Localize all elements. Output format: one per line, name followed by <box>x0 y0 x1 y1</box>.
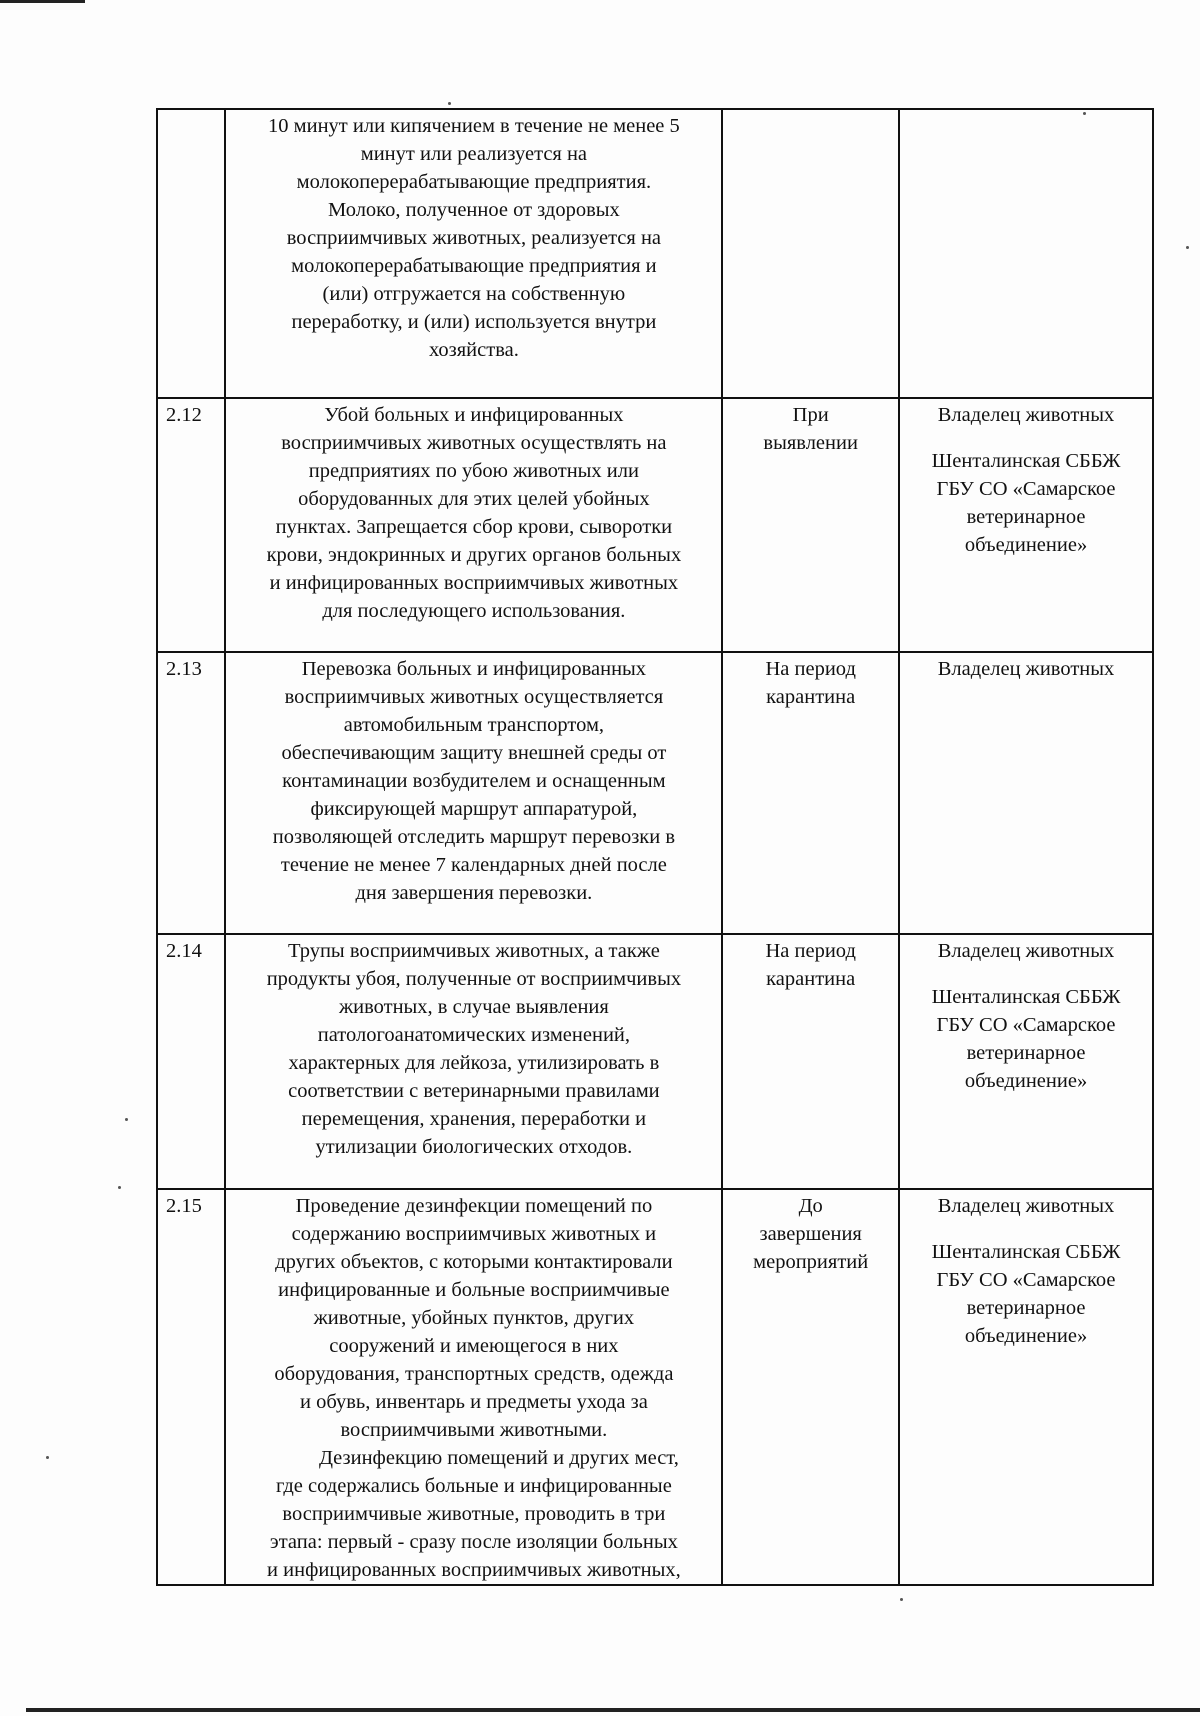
responsible-line: ветеринарное <box>966 506 1086 528</box>
action-line: сооружений и имеющегося в них <box>329 1335 619 1357</box>
action-line: соответствии с ветеринарными правилами <box>288 1080 660 1102</box>
action-line: хозяйства. <box>428 339 519 361</box>
row-number: 2.15 <box>157 1189 225 1585</box>
scan-speck <box>1083 112 1086 115</box>
action-line: 10 минут или кипячением в течение не менее 5 <box>268 115 680 137</box>
action-line: пунктах. Запрещается сбор крови, сыворотки <box>275 516 673 538</box>
action-line: фиксирующей маршрут аппаратурой, <box>310 798 638 820</box>
period-line: мероприятий <box>753 1251 869 1273</box>
action-line: оборудования, транспортных средств, одежда <box>274 1363 674 1385</box>
action-line: восприимчивыми животными. <box>340 1419 608 1441</box>
action-line: предприятиях по убою животных или <box>308 460 639 482</box>
action-line: перемещения, хранения, переработки и <box>301 1108 647 1130</box>
action-line: дня завершения перевозки. <box>355 882 593 904</box>
action-line: содержанию восприимчивых животных и <box>291 1223 657 1245</box>
action-line: Дезинфекцию помещений и других мест, <box>318 1447 679 1469</box>
table-row <box>157 652 1153 934</box>
responsible-line: ГБУ СО «Самарское <box>936 1269 1116 1291</box>
action-line: оборудованных для этих целей убойных <box>298 488 650 510</box>
period-cell <box>722 934 899 1189</box>
action-line: молокоперерабатывающие предприятия и <box>291 255 657 277</box>
responsible-line: Шенталинская СББЖ <box>931 450 1121 472</box>
period-cell <box>722 109 899 398</box>
table-row <box>157 398 1153 652</box>
action-line: и инфицированных восприимчивых животных <box>269 572 679 594</box>
period-cell <box>722 1189 899 1585</box>
responsible-line: ГБУ СО «Самарское <box>936 478 1116 500</box>
responsible-line: Владелец животных <box>937 1195 1115 1217</box>
responsible-line: Шенталинская СББЖ <box>931 986 1121 1008</box>
responsible-line: Шенталинская СББЖ <box>931 1241 1121 1263</box>
responsible-cell <box>899 934 1153 1189</box>
scan-speck <box>125 1118 128 1121</box>
period-line: До <box>798 1195 823 1217</box>
scan-speck <box>118 1186 121 1189</box>
action-line: этапа: первый - сразу после изоляции больных <box>269 1531 678 1553</box>
row-number: 2.13 <box>157 652 225 934</box>
action-line: автомобильным транспортом, <box>343 714 605 736</box>
responsible-line: объединение» <box>964 534 1088 556</box>
responsible-line: ветеринарное <box>966 1297 1086 1319</box>
table-row <box>157 1189 1153 1585</box>
responsible-line: Владелец животных <box>937 404 1115 426</box>
action-line: и обувь, инвентарь и предметы ухода за <box>299 1391 648 1413</box>
period-line: карантина <box>766 686 856 708</box>
action-line: где содержались больные и инфицированные <box>275 1475 672 1497</box>
action-line: продукты убоя, полученные от восприимчивых <box>266 968 682 990</box>
action-line: инфицированные и больные восприимчивые <box>278 1279 670 1301</box>
period-line: На период <box>765 658 856 680</box>
action-line: позволяющей отследить маршрут перевозки в <box>272 826 676 848</box>
action-line: Перевозка больных и инфицированных <box>301 658 647 680</box>
action-cell <box>225 109 722 398</box>
scan-edge-bottom <box>26 1708 1200 1712</box>
responsible-cell <box>899 1189 1153 1585</box>
action-cell <box>225 398 722 652</box>
responsible-cell <box>899 109 1153 398</box>
action-line: течение не менее 7 календарных дней после <box>280 854 667 876</box>
action-line: (или) отгружается на собственную <box>322 283 626 305</box>
action-cell <box>225 934 722 1189</box>
period-line: завершения <box>759 1223 862 1245</box>
table-row <box>157 934 1153 1189</box>
responsible-cell <box>899 398 1153 652</box>
responsible-line: ветеринарное <box>966 1042 1086 1064</box>
responsible-line: объединение» <box>964 1070 1088 1092</box>
period-line: При <box>792 404 829 426</box>
responsible-line: объединение» <box>964 1325 1088 1347</box>
action-line: характерных для лейкоза, утилизировать в <box>288 1052 660 1074</box>
action-line: других объектов, с которыми контактировали <box>275 1251 673 1273</box>
responsible-cell <box>899 652 1153 934</box>
action-line: Убой больных и инфицированных <box>324 404 624 426</box>
action-line: животных, в случае выявления <box>338 996 609 1018</box>
action-line: минут или реализуется на <box>360 143 588 165</box>
period-line: выявлении <box>763 432 858 454</box>
action-line: переработку, и (или) используется внутри <box>291 311 657 333</box>
table-row <box>157 109 1153 398</box>
scan-edge-top <box>0 0 85 3</box>
row-number: 2.14 <box>157 934 225 1189</box>
action-cell <box>225 1189 722 1585</box>
action-line: Трупы восприимчивых животных, а также <box>287 940 660 962</box>
period-line: карантина <box>766 968 856 990</box>
scan-speck <box>900 1598 903 1601</box>
action-line: патологоанатомических изменений, <box>317 1024 631 1046</box>
responsible-line: Владелец животных <box>937 658 1115 680</box>
action-line: утилизации биологических отходов. <box>315 1136 633 1158</box>
period-cell <box>722 398 899 652</box>
responsible-line: ГБУ СО «Самарское <box>936 1014 1116 1036</box>
action-line: восприимчивых животных, реализуется на <box>286 227 662 249</box>
scan-speck <box>1186 246 1189 249</box>
row-number <box>157 109 225 398</box>
action-line: контаминации возбудителем и оснащенным <box>282 770 666 792</box>
scan-speck <box>448 102 451 105</box>
measures-table <box>156 108 1154 1586</box>
action-line: молокоперерабатывающие предприятия. <box>296 171 652 193</box>
responsible-line: Владелец животных <box>937 940 1115 962</box>
period-line: На период <box>765 940 856 962</box>
action-line: крови, эндокринных и других органов больных <box>266 544 682 566</box>
action-line: Молоко, полученное от здоровых <box>328 199 620 221</box>
row-number: 2.12 <box>157 398 225 652</box>
action-line: обеспечивающим защиту внешней среды от <box>281 742 667 764</box>
action-line: восприимчивые животные, проводить в три <box>282 1503 666 1525</box>
action-line: для последующего использования. <box>322 600 626 622</box>
scan-speck <box>46 1456 49 1459</box>
action-line: животные, убойных пунктов, других <box>313 1307 635 1329</box>
action-line: восприимчивых животных осуществляется <box>284 686 664 708</box>
action-cell <box>225 652 722 934</box>
action-line: Проведение дезинфекции помещений по <box>295 1195 653 1217</box>
action-line: восприимчивых животных осуществлять на <box>281 432 667 454</box>
period-cell <box>722 652 899 934</box>
action-line: и инфицированных восприимчивых животных, <box>267 1559 681 1581</box>
